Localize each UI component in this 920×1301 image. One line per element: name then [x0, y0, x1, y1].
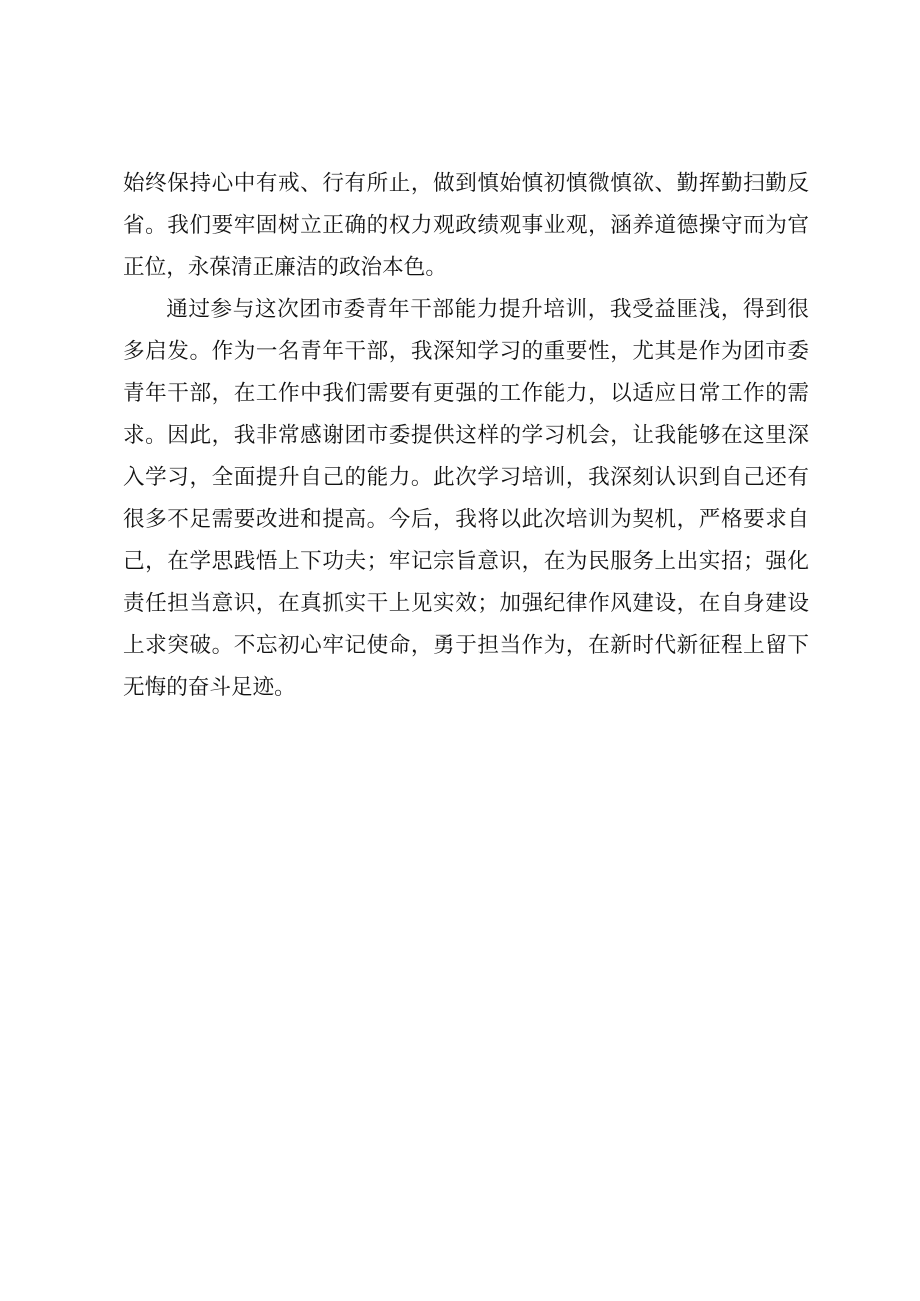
document-body	[123, 163, 809, 709]
paragraph-training-reflection: 通过参与这次团市委青年干部能力提升培训，我受益匪浅，得到很多启发。作为一名青年干部，我深知学习的重要性，尤其是作为团市委青年干部，在工作中我们需要有更强的工作能力，以适应日常工作的需求。因此，我非常感谢团市委提供这样的学习机会，让我能够在这里深入学习，全面提升自己的能力。此次学习培训，我深刻认识到自己还有很多不足需要改进和提高。今后，我将以此次培训为契机，严格要求自己，在学思践悟上下功夫；牢记宗旨意识，在为民服务上出实招；强化责任担当意识，在真抓实干上见实效；加强纪律作风建设，在自身建设上求突破。不忘初心牢记使命，勇于担当作为，在新时代新征程上留下无悔的奋斗足迹。	[123, 297, 809, 700]
paragraph-continuation: 始终保持心中有戒、行有所止，做到慎始慎初慎微慎欲、勤挥勤扫勤反省。我们要牢固树立正确的权力观政绩观事业观，涵养道德操守而为官正位，永葆清正廉洁的政治本色。	[123, 171, 809, 280]
